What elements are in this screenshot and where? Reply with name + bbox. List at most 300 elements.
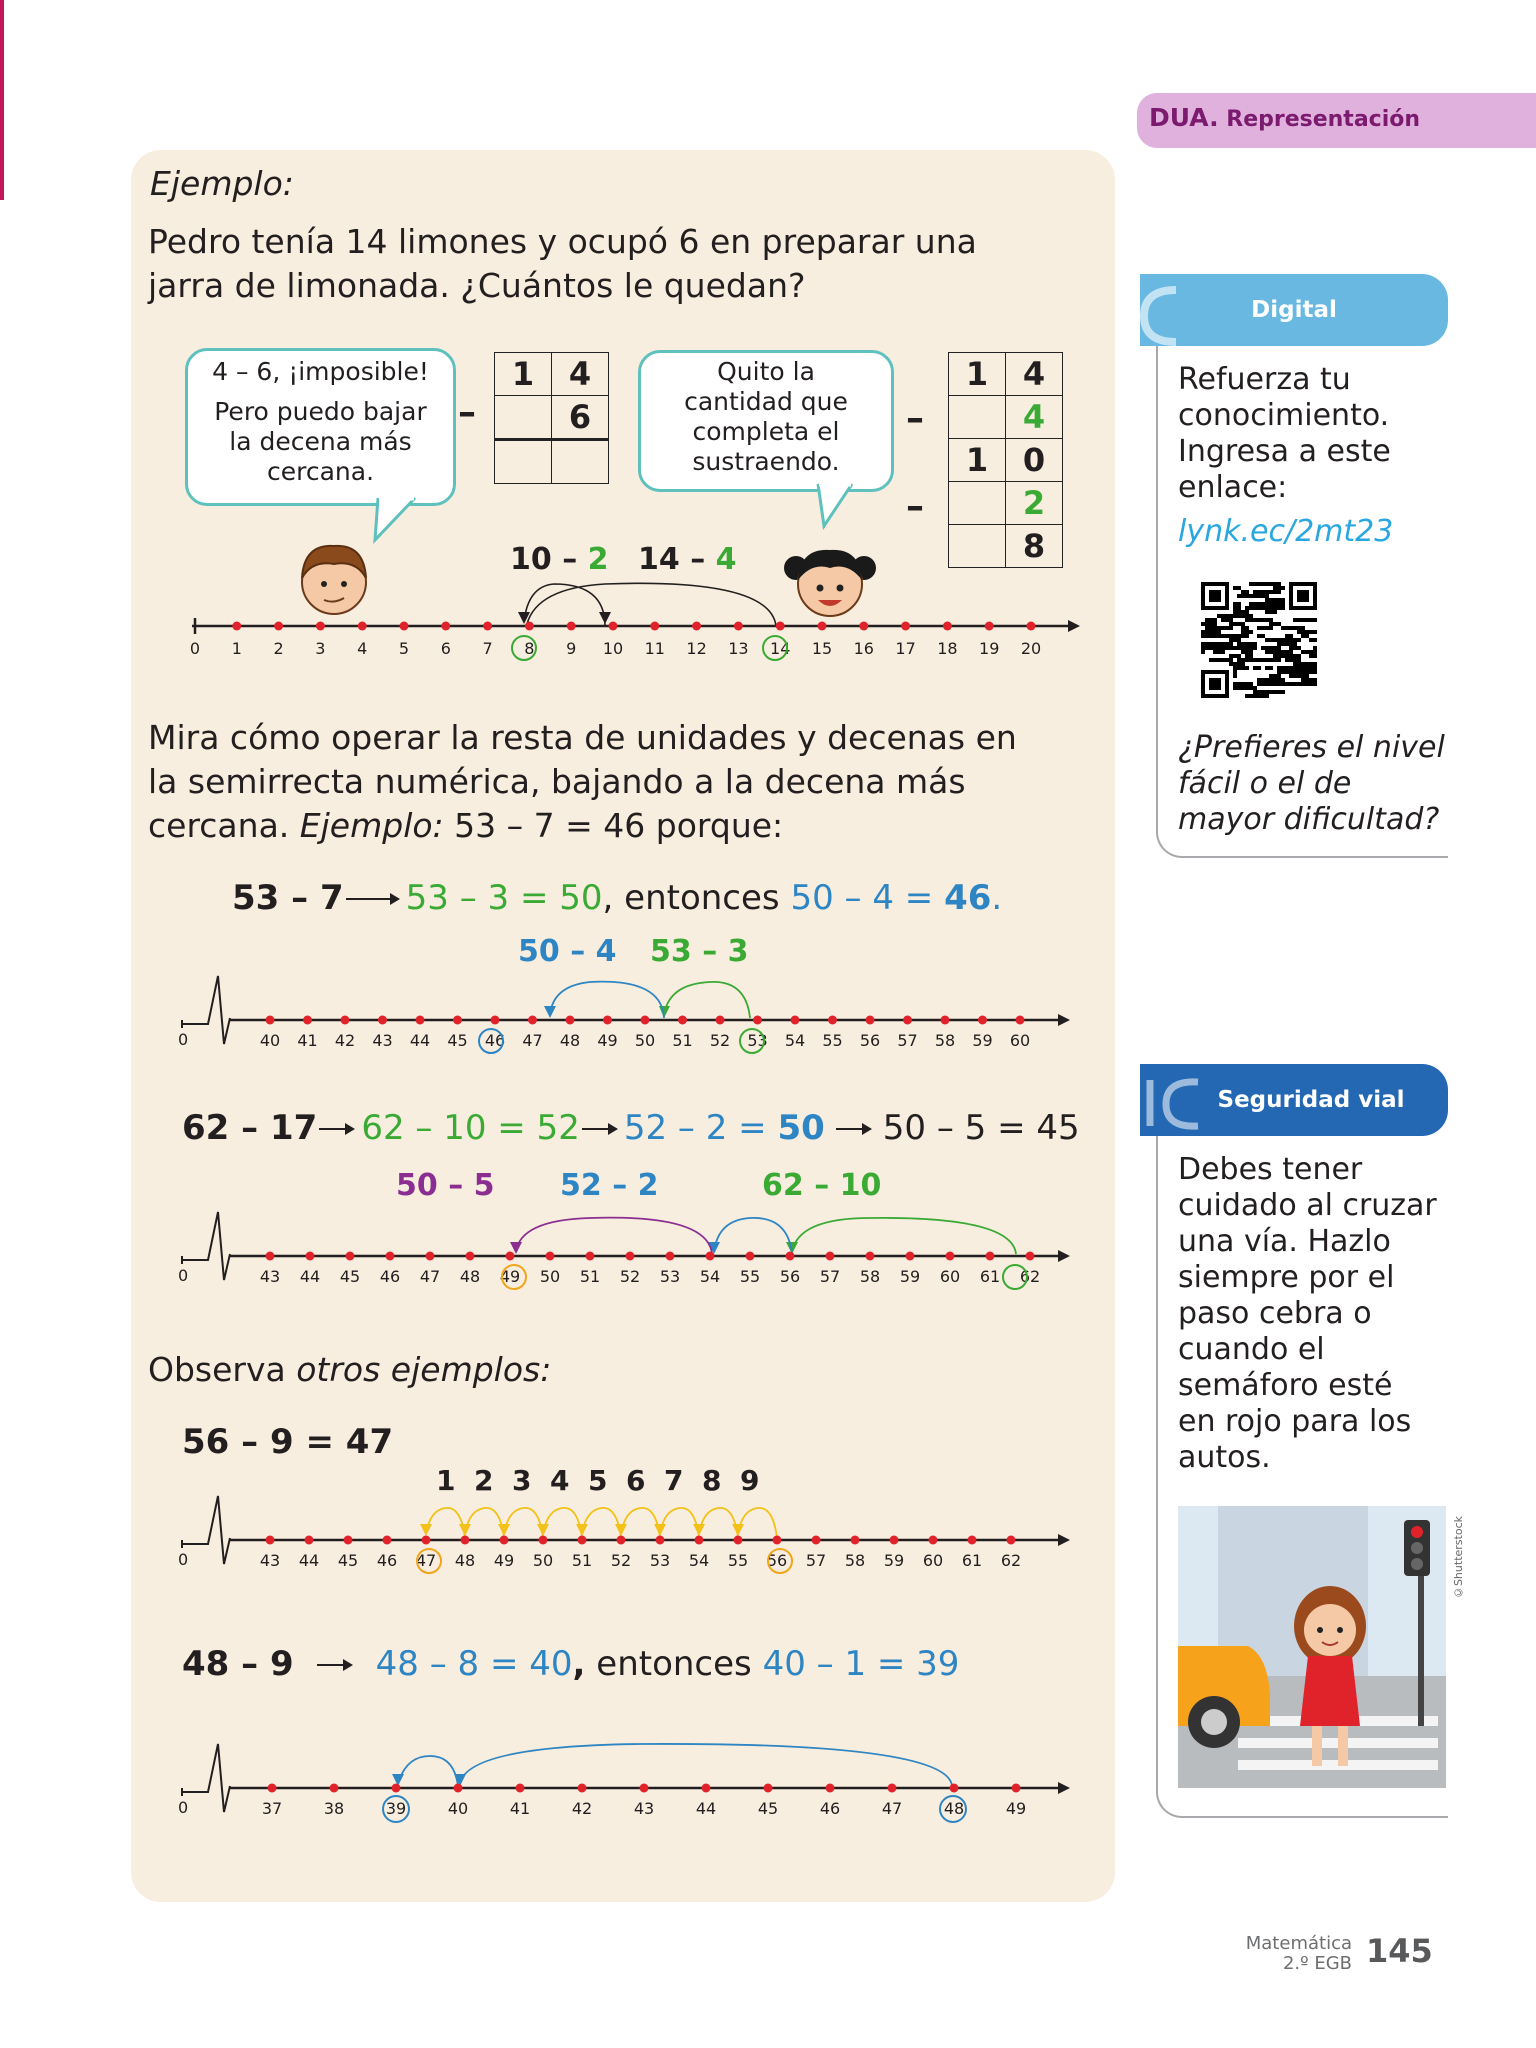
qr-module (1281, 586, 1285, 590)
tick-dot (666, 1252, 675, 1261)
tick-label: 12 (686, 639, 707, 658)
qr-module (1249, 614, 1253, 618)
qr-module (1277, 650, 1281, 654)
qr-module (1261, 658, 1265, 662)
tick-label: 45 (447, 1031, 468, 1050)
qr-module (1245, 634, 1249, 638)
qr-module (1269, 606, 1273, 610)
tick-label: 14 (770, 639, 791, 658)
number-line-43-62-b (170, 1490, 1070, 1580)
qr-module (1285, 682, 1289, 686)
qr-module (1265, 594, 1269, 598)
qr-module (1269, 666, 1273, 670)
tick-label: 60 (922, 1551, 944, 1570)
explanation-text: 53 – 7 = 46 porque: (443, 806, 784, 845)
grid-cell: 1 (949, 353, 1006, 396)
tick-label: 59 (972, 1031, 993, 1050)
qr-module (1225, 646, 1229, 650)
qr-module (1225, 634, 1229, 638)
tick-label: 56 (779, 1267, 801, 1286)
qr-module (1213, 622, 1217, 626)
equation-62-17 (182, 1108, 1080, 1148)
qr-module (1277, 642, 1281, 646)
qr-module (1249, 646, 1253, 650)
qr-module (1221, 614, 1225, 618)
qr-module (1217, 630, 1221, 634)
number-line-37-49 (170, 1738, 1070, 1828)
qr-module (1273, 678, 1277, 682)
digital-text-line: Refuerza tu (1178, 362, 1351, 397)
tick-label: 13 (728, 639, 749, 658)
qr-module (1241, 634, 1245, 638)
qr-module (1265, 582, 1269, 586)
grid-cell: 2 (1006, 482, 1063, 525)
qr-module (1273, 674, 1277, 678)
arc-label-53-3: 53 – 3 (650, 934, 749, 969)
equation-text: entonces (585, 1644, 763, 1684)
tick-label: 52 (619, 1267, 641, 1286)
grid-cell: 1 (949, 439, 1006, 482)
qr-module (1217, 634, 1221, 638)
seguridad-text-line: autos. (1178, 1440, 1271, 1475)
footer-subject-text: Matemática (1245, 1933, 1352, 1954)
qr-module (1229, 658, 1233, 662)
arrow-right-icon (825, 1108, 883, 1148)
equation-comma: , (572, 1644, 586, 1684)
qr-module (1281, 690, 1285, 694)
qr-module (1305, 670, 1309, 674)
qr-module (1241, 642, 1245, 646)
qr-module (1245, 630, 1249, 634)
qr-module (1253, 690, 1257, 694)
qr-module (1237, 666, 1241, 670)
tick-dot (330, 1784, 339, 1793)
qr-module (1313, 646, 1317, 650)
seguridad-title: Seguridad vial (1217, 1087, 1405, 1113)
qr-module (1309, 618, 1313, 622)
tick-dot (378, 1016, 387, 1025)
qr-module (1281, 606, 1285, 610)
tick-dot (386, 1252, 395, 1261)
qr-module (1297, 658, 1301, 662)
tick-dot (776, 622, 785, 631)
tick-dot (266, 1536, 275, 1545)
qr-module (1269, 638, 1273, 642)
qr-module (1253, 590, 1257, 594)
tick-label: 45 (337, 1551, 359, 1570)
tick-label: 50 (539, 1267, 561, 1286)
tick-label: 10 (602, 639, 624, 658)
tick-dot (929, 1536, 938, 1545)
tick-label: 60 (1009, 1031, 1031, 1050)
digital-question-line: fácil o el de (1178, 766, 1352, 801)
qr-module (1205, 622, 1209, 626)
qr-module (1257, 666, 1261, 670)
qr-module (1261, 694, 1265, 698)
qr-module (1281, 678, 1285, 682)
qr-module (1201, 646, 1205, 650)
qr-module (1273, 586, 1277, 590)
qr-module (1269, 646, 1273, 650)
qr-module (1209, 618, 1213, 622)
qr-module (1285, 670, 1289, 674)
tick-label: 40 (447, 1799, 469, 1818)
hop-arc (504, 1508, 543, 1538)
tick-label: 19 (979, 639, 1000, 658)
hop-arc (621, 1508, 660, 1538)
qr-module (1269, 658, 1273, 662)
qr-module (1301, 650, 1305, 654)
hop-arc (660, 1508, 699, 1538)
qr-module (1261, 634, 1265, 638)
tick-label: 44 (695, 1799, 717, 1818)
tick-dot (525, 622, 534, 631)
qr-module (1245, 606, 1249, 610)
qr-module (1281, 670, 1285, 674)
bubble-boy-line: 4 – 6, ¡imposible! (212, 357, 429, 386)
tick-dot (650, 622, 659, 631)
tick-label: 43 (259, 1267, 281, 1286)
qr-module (1237, 658, 1241, 662)
qr-module (1265, 590, 1269, 594)
qr-module (1249, 694, 1253, 698)
tick-dot (786, 1252, 795, 1261)
tick-dot (546, 1252, 555, 1261)
qr-module (1201, 634, 1205, 638)
qr-module (1273, 606, 1277, 610)
qr-module (1253, 666, 1257, 670)
qr-module (1269, 678, 1273, 682)
tick-dot (903, 1016, 912, 1025)
qr-module (1229, 642, 1233, 646)
tick-label: 52 (610, 1551, 632, 1570)
qr-module (1309, 682, 1313, 686)
tick-label: 61 (979, 1267, 1001, 1286)
tick-dot (500, 1536, 509, 1545)
qr-module (1237, 614, 1241, 618)
tick-dot (901, 622, 910, 631)
qr-module (1293, 666, 1297, 670)
axis-arrowhead (1058, 1014, 1070, 1026)
qr-module (1289, 658, 1293, 662)
tick-dot (232, 622, 241, 631)
tick-label: 53 (649, 1551, 671, 1570)
qr-module (1289, 654, 1293, 658)
tick-dot (941, 1016, 950, 1025)
qr-module (1273, 610, 1277, 614)
qr-module (1225, 626, 1229, 630)
tick-label: 59 (899, 1267, 921, 1286)
hop-arc (426, 1508, 465, 1538)
qr-module (1233, 670, 1237, 674)
qr-module (1213, 634, 1217, 638)
tick-label: 62 (1019, 1267, 1041, 1286)
qr-module (1245, 642, 1249, 646)
tick-label: 44 (299, 1267, 321, 1286)
tick-dot (640, 1784, 649, 1793)
seguridad-text-line: semáforo esté (1178, 1368, 1393, 1403)
qr-module (1277, 602, 1281, 606)
qr-module (1249, 682, 1253, 686)
tick-dot (866, 1252, 875, 1261)
qr-module (1241, 666, 1245, 670)
qr-module (1241, 590, 1245, 594)
qr-module (1253, 618, 1257, 622)
qr-module (1273, 650, 1277, 654)
qr-module (1297, 618, 1301, 622)
qr-module (1285, 626, 1289, 630)
arc-label-green: 4 (715, 542, 737, 577)
qr-module (1265, 606, 1269, 610)
qr-module (1229, 634, 1233, 638)
qr-module (1281, 602, 1285, 606)
qr-module (1241, 662, 1245, 666)
speech-bubble-boy (185, 348, 456, 506)
axis-break-mark (182, 976, 230, 1044)
qr-module (1305, 650, 1309, 654)
qr-module (1277, 658, 1281, 662)
qr-module (1261, 602, 1265, 606)
grid-cell: 4 (552, 353, 609, 396)
footer-grade-text: 2.º EGB (1282, 1953, 1352, 1974)
qr-module (1273, 646, 1277, 650)
tick-label: 3 (315, 639, 326, 658)
qr-module (1265, 610, 1269, 614)
equation-result: 50 (777, 1108, 825, 1148)
qr-module (1245, 694, 1249, 698)
subtraction-grid-2 (948, 352, 1063, 568)
qr-module (1229, 638, 1233, 642)
qr-module (1269, 618, 1273, 622)
tick-label: 53 (747, 1031, 768, 1050)
qr-module (1245, 646, 1249, 650)
image-credit: ©Shutterstock (1452, 1516, 1465, 1600)
qr-module (1293, 682, 1297, 686)
axis-break-mark (182, 1496, 230, 1564)
qr-module (1233, 682, 1237, 686)
tick-dot (454, 1784, 463, 1793)
qr-module (1221, 618, 1225, 622)
qr-module (1269, 582, 1273, 586)
equation-text: 50 – 5 = 45 (882, 1108, 1080, 1148)
qr-module (1201, 642, 1205, 646)
qr-module (1229, 622, 1233, 626)
tick-label: 56 (859, 1031, 881, 1050)
bubble-boy-line: cercana. (266, 457, 375, 486)
qr-module (1265, 694, 1269, 698)
qr-module (1245, 658, 1249, 662)
qr-module (1273, 690, 1277, 694)
qr-module (1217, 626, 1221, 630)
qr-module (1205, 646, 1209, 650)
axis-zero: 0 (178, 1550, 189, 1569)
tick-dot (734, 622, 743, 631)
equation-text: , entonces (602, 878, 791, 918)
qr-module (1297, 662, 1301, 666)
qr-module (1301, 634, 1305, 638)
tick-label: 20 (1020, 639, 1042, 658)
problem-line-1: Pedro tenía 14 limones y ocupó 6 en preparar una (148, 222, 977, 261)
tick-label: 60 (939, 1267, 961, 1286)
qr-module (1257, 626, 1261, 630)
hop-arrowhead (420, 1524, 432, 1536)
tick-dot (753, 1016, 762, 1025)
example-label: Ejemplo: (150, 164, 294, 203)
qr-module (1221, 658, 1225, 662)
qr-module (1309, 638, 1313, 642)
qr-module (1277, 606, 1281, 610)
digital-question-line: mayor dificultad? (1178, 802, 1440, 837)
axis-arrowhead (1058, 1534, 1070, 1546)
tick-dot (441, 622, 450, 631)
count-label: 9 (740, 1464, 760, 1497)
qr-module (1245, 686, 1249, 690)
qr-module (1209, 630, 1213, 634)
qr-module (1297, 682, 1301, 686)
qr-module (1261, 682, 1265, 686)
count-label: 2 (474, 1464, 494, 1497)
seguridad-ic-icon (1136, 1064, 1216, 1144)
qr-module (1297, 626, 1301, 630)
qr-module (1289, 650, 1293, 654)
qr-module (1217, 642, 1221, 646)
axis-zero: 0 (178, 1798, 189, 1817)
qr-module (1233, 622, 1237, 626)
qr-module (1269, 590, 1273, 594)
qr-module (1309, 662, 1313, 666)
tick-dot (453, 1016, 462, 1025)
qr-module (1297, 674, 1301, 678)
qr-module (1241, 630, 1245, 634)
tick-dot (383, 1536, 392, 1545)
qr-module (1301, 682, 1305, 686)
tick-label: 46 (819, 1799, 841, 1818)
qr-module (1305, 662, 1309, 666)
qr-module (1273, 598, 1277, 602)
minus-sign: – (906, 486, 924, 527)
grid-cell: 6 (552, 396, 609, 440)
digital-link[interactable]: lynk.ec/2mt23 (1178, 514, 1394, 549)
tick-dot (764, 1784, 773, 1793)
qr-module (1293, 658, 1297, 662)
qr-module (1265, 618, 1269, 622)
qr-module (1297, 646, 1301, 650)
tick-dot (346, 1252, 355, 1261)
qr-module (1241, 594, 1245, 598)
qr-module (1265, 666, 1269, 670)
tick-label: 54 (699, 1267, 721, 1286)
qr-module (1233, 666, 1237, 670)
tick-label: 44 (409, 1031, 431, 1050)
qr-module (1261, 590, 1265, 594)
count-label: 4 (550, 1464, 570, 1497)
qr-module (1249, 642, 1253, 646)
digital-text-line: Ingresa a este (1178, 434, 1391, 469)
tick-label: 57 (897, 1031, 918, 1050)
page-edge-mark (0, 0, 4, 200)
qr-module (1313, 666, 1317, 670)
qr-module (1309, 666, 1313, 670)
explanation-line-3 (148, 804, 783, 848)
qr-module (1229, 626, 1233, 630)
qr-module (1289, 646, 1293, 650)
qr-module (1209, 678, 1221, 690)
tick-dot (305, 1536, 314, 1545)
tick-dot (466, 1252, 475, 1261)
qr-code-icon[interactable] (1200, 582, 1318, 698)
qr-module (1301, 618, 1305, 622)
tick-dot (812, 1536, 821, 1545)
qr-module (1245, 650, 1249, 654)
qr-module (1297, 654, 1301, 658)
qr-module (1205, 630, 1209, 634)
qr-module (1245, 610, 1249, 614)
qr-module (1305, 630, 1309, 634)
qr-module (1309, 678, 1313, 682)
tick-label: 17 (895, 639, 916, 658)
qr-module (1237, 654, 1241, 658)
qr-module (1257, 634, 1261, 638)
tick-dot (968, 1536, 977, 1545)
qr-module (1281, 650, 1285, 654)
qr-module (1309, 654, 1313, 658)
qr-module (1245, 682, 1249, 686)
tick-dot (1012, 1784, 1021, 1793)
dua-label: DUA. (1149, 103, 1219, 132)
tick-dot (316, 622, 325, 631)
qr-module (1233, 646, 1237, 650)
arc-62-to-52 (792, 1218, 1016, 1254)
qr-module (1293, 618, 1297, 622)
arrow-right-icon (580, 1108, 624, 1148)
qr-module (1241, 658, 1245, 662)
qr-module (1245, 618, 1249, 622)
qr-module (1249, 618, 1253, 622)
tick-label: 8 (524, 639, 535, 658)
qr-module (1237, 586, 1241, 590)
tick-dot (866, 1016, 875, 1025)
qr-module (1213, 642, 1217, 646)
tick-label: 44 (298, 1551, 320, 1570)
qr-module (1257, 682, 1261, 686)
tick-label: 58 (934, 1031, 956, 1050)
dua-subtitle: Representación (1218, 107, 1421, 132)
tick-dot (303, 1016, 312, 1025)
qr-module (1285, 638, 1289, 642)
qr-module (1293, 638, 1297, 642)
tick-dot (946, 1252, 955, 1261)
qr-module (1277, 598, 1281, 602)
tick-dot (609, 622, 618, 631)
qr-module (1261, 690, 1265, 694)
tick-dot (890, 1536, 899, 1545)
tick-dot (986, 1252, 995, 1261)
tick-dot (702, 1784, 711, 1793)
qr-module (1273, 582, 1277, 586)
qr-module (1297, 638, 1301, 642)
qr-module (1269, 674, 1273, 678)
seguridad-text-line: siempre por el (1178, 1260, 1395, 1295)
qr-module (1257, 606, 1261, 610)
arrow-right-icon (317, 1108, 361, 1148)
tick-dot (426, 1252, 435, 1261)
qr-module (1237, 646, 1241, 650)
tick-dot (516, 1784, 525, 1793)
digital-question-line: ¿Prefieres el nivel (1178, 730, 1445, 765)
qr-module (1289, 670, 1293, 674)
qr-module (1249, 654, 1253, 658)
qr-module (1209, 646, 1213, 650)
